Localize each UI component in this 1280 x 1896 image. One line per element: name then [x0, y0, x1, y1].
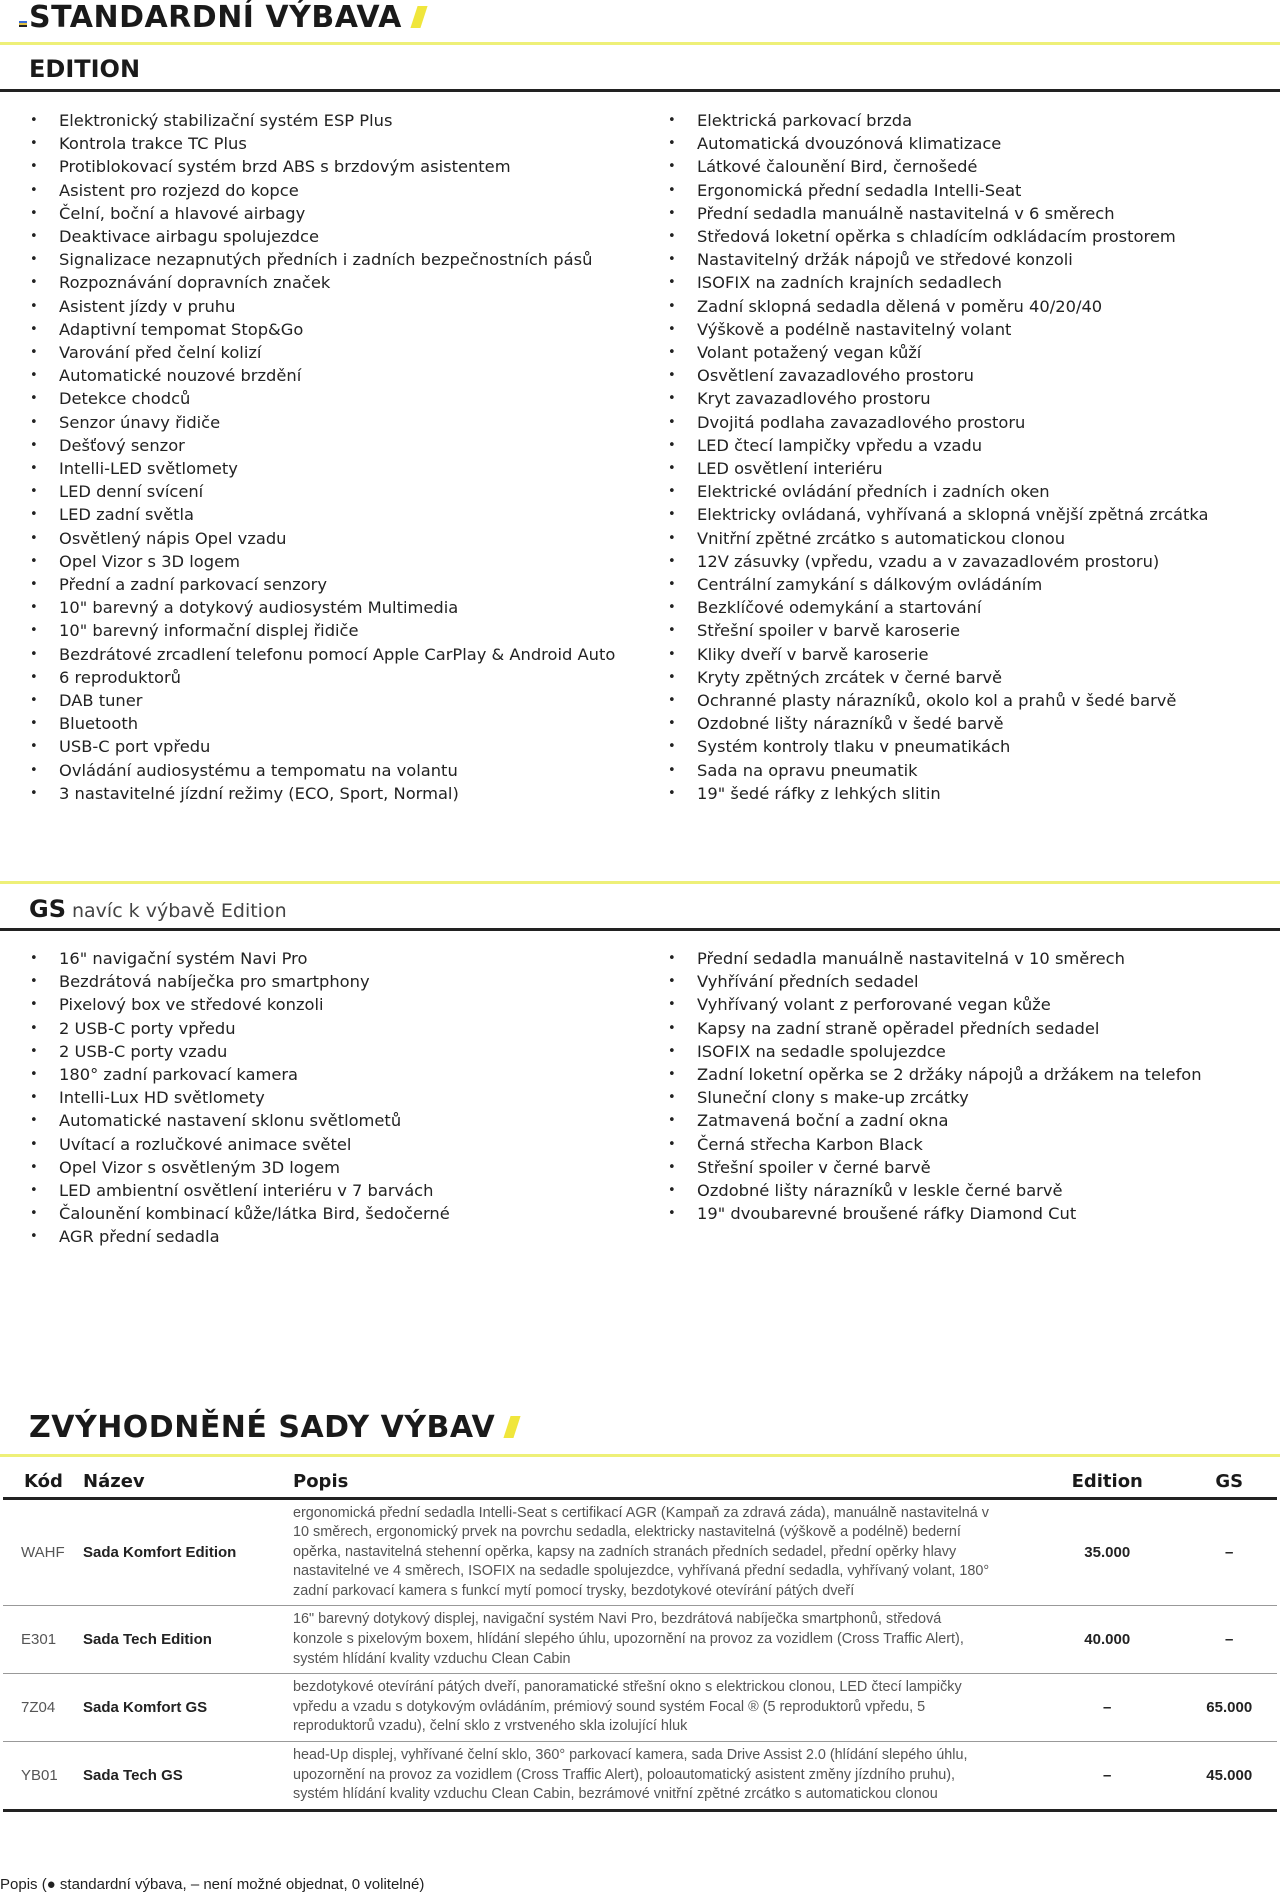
list-item: • Ochranné plasty nárazníků, okolo kol a prahů v šedé barvě — [668, 689, 1258, 712]
list-item: • Ergonomická přední sedadla Intelli-Seat — [668, 179, 1258, 202]
list-item: • Čalounění kombinací kůže/látka Bird, šedočerné — [30, 1202, 620, 1225]
list-item: • Dvojitá podlaha zavazadlového prostoru — [668, 411, 1258, 434]
list-item: • Nastavitelný držák nápojů ve středové konzoli — [668, 248, 1258, 271]
col-desc: Popis — [293, 1466, 1033, 1498]
name-cell: Sada Tech Edition — [83, 1606, 293, 1674]
list-item: • Bezdrátové zrcadlení telefonu pomocí Apple CarPlay & Android Auto — [30, 643, 620, 666]
list-item: • Opel Vizor s 3D logem — [30, 550, 620, 573]
edition-cell: 40.000 — [1033, 1606, 1181, 1674]
section-title-standard — [29, 0, 424, 35]
desc-cell: bezdotykové otevírání pátých dveří, panoramatické střešní okno s elektrickou clonou, LED čtecí lampičky vpředu a vzadu s dotykovým ovládáním, prémiový sound systém Focal ® (5 reproduktorů vpředu, 5 reproduktorů vzadu), čelní sklo z vrstveného skla izolující hluk — [293, 1674, 1033, 1742]
list-item: • Detekce chodců — [30, 387, 620, 410]
code-cell: 7Z04 — [3, 1674, 83, 1742]
table-row — [3, 1742, 1277, 1811]
yellow-divider — [0, 42, 1280, 45]
edition-cell: – — [1033, 1674, 1181, 1742]
list-item: • LED zadní světla — [30, 503, 620, 526]
edition-heading: EDITION — [29, 55, 141, 83]
edition-cell: 35.000 — [1033, 1498, 1181, 1606]
list-item: • Bezdrátová nabíječka pro smartphony — [30, 970, 620, 993]
gs-subheading: navíc k výbavě Edition — [71, 900, 287, 922]
list-item: • 2 USB-C porty vpředu — [30, 1017, 620, 1040]
list-item: • 6 reproduktorů — [30, 666, 620, 689]
table-row — [3, 1498, 1277, 1606]
list-item: • Ozdobné lišty nárazníků v leskle černé barvě — [668, 1179, 1258, 1202]
yellow-divider — [0, 881, 1280, 884]
desc-cell: head-Up displej, vyhřívané čelní sklo, 360° parkovací kamera, sada Drive Assist 2.0 (hlídání slepého úhlu, upozornění na provoz za vozidlem (Cross Traffic Alert), poloautomatický asistent změny jízdního pruhu), systém hlídání kvality vzduchu Clean Cabin, bezrámové vnitřní zpětné zrcátko s automatickou clonou — [293, 1742, 1033, 1811]
list-item: • Intelli-LED světlomety — [30, 457, 620, 480]
list-item: • Automatická dvouzónová klimatizace — [668, 132, 1258, 155]
gs-cell: – — [1181, 1498, 1277, 1606]
list-item: • Volant potažený vegan kůží — [668, 341, 1258, 364]
list-item: • Sada na opravu pneumatik — [668, 759, 1258, 782]
list-item: • 19" dvoubarevné broušené ráfky Diamond Cut — [668, 1202, 1258, 1225]
list-item: • Přední sedadla manuálně nastavitelná v 10 směrech — [668, 947, 1258, 970]
legend-note: Popis (● standardní výbava, – není možné objednat, 0 volitelné) — [0, 1876, 425, 1893]
list-item: • Pixelový box ve středové konzoli — [30, 993, 620, 1016]
list-item: • Přední a zadní parkovací senzory — [30, 573, 620, 596]
list-item: • Kontrola trakce TC Plus — [30, 132, 620, 155]
table-header-row — [3, 1466, 1277, 1498]
list-item: • Opel Vizor s osvětleným 3D logem — [30, 1156, 620, 1179]
name-cell: Sada Komfort Edition — [83, 1498, 293, 1606]
list-item: • LED denní svícení — [30, 480, 620, 503]
color-marker — [19, 21, 27, 27]
gs-cell: – — [1181, 1606, 1277, 1674]
list-item: • Vyhřívaný volant z perforované vegan kůže — [668, 993, 1258, 1016]
list-item: • Rozpoznávání dopravních značek — [30, 271, 620, 294]
list-item: • Kryt zavazadlového prostoru — [668, 387, 1258, 410]
list-item: • USB-C port vpředu — [30, 735, 620, 758]
gs-cell: 45.000 — [1181, 1742, 1277, 1811]
yellow-divider — [0, 1454, 1280, 1457]
gs-cell: 65.000 — [1181, 1674, 1277, 1742]
list-item: • Vnitřní zpětné zrcátko s automatickou clonou — [668, 527, 1258, 550]
desc-cell: ergonomická přední sedadla Intelli-Seat s certifikací AGR (Kampaň za zdravá záda), manuálně nastavitelná v 10 směrech, ergonomický prvek na povrchu sedadla, elektricky nastavitelná (výškově a podélně) bederní opěrka, nastavitelná stehenní opěrka, kapsy na zadních stranách předních sedadel, přední opěrky hlavy nastavitelné ve 4 směrech, ISOFIX na sedadle spolujezdce, vyhřívaná přední sedadla, vyhřívaný volant, 180° zadní parkovací kamera s funkcí mytí pomocí trysky, bezdotykové otevírání pátých dveří — [293, 1498, 1033, 1606]
list-item: • Varování před čelní kolizí — [30, 341, 620, 364]
list-item: • Kliky dveří v barvě karoserie — [668, 643, 1258, 666]
black-divider — [0, 89, 1280, 92]
list-item: • Kapsy na zadní straně opěradel předních sedadel — [668, 1017, 1258, 1040]
list-item: • Přední sedadla manuálně nastavitelná v 6 směrech — [668, 202, 1258, 225]
list-item: • Adaptivní tempomat Stop&Go — [30, 318, 620, 341]
list-item: • Deaktivace airbagu spolujezdce — [30, 225, 620, 248]
list-item: • Automatické nouzové brzdění — [30, 364, 620, 387]
list-item: • Látkové čalounění Bird, černošedé — [668, 155, 1258, 178]
packages-table — [3, 1466, 1277, 1812]
col-name: Název — [83, 1466, 293, 1498]
list-item: • Výškově a podélně nastavitelný volant — [668, 318, 1258, 341]
list-item: • 12V zásuvky (vpředu, vzadu a v zavazadlovém prostoru) — [668, 550, 1258, 573]
list-item: • 19" šedé ráfky z lehkých slitin — [668, 782, 1258, 805]
list-item: • Elektrické ovládání předních i zadních oken — [668, 480, 1258, 503]
edition-list-left — [30, 109, 620, 805]
list-item: • Automatické nastavení sklonu světlometů — [30, 1109, 620, 1132]
table-row — [3, 1674, 1277, 1742]
list-item: • Asistent jízdy v pruhu — [30, 295, 620, 318]
gs-heading-text: GS — [29, 895, 66, 923]
list-item: • Signalizace nezapnutých předních i zadních bezpečnostních pásů — [30, 248, 620, 271]
list-item: • 2 USB-C porty vzadu — [30, 1040, 620, 1063]
black-divider — [0, 928, 1280, 931]
list-item: • DAB tuner — [30, 689, 620, 712]
list-item: • Osvětlený nápis Opel vzadu — [30, 527, 620, 550]
col-edition: Edition — [1033, 1466, 1181, 1498]
list-item: • Osvětlení zavazadlového prostoru — [668, 364, 1258, 387]
list-item: • 10" barevný a dotykový audiosystém Multimedia — [30, 596, 620, 619]
edition-cell: – — [1033, 1742, 1181, 1811]
list-item: • Elektrická parkovací brzda — [668, 109, 1258, 132]
list-item: • 180° zadní parkovací kamera — [30, 1063, 620, 1086]
list-item: • Zadní loketní opěrka se 2 držáky nápojů a držákem na telefon — [668, 1063, 1258, 1086]
list-item: • Středová loketní opěrka s chladícím odkládacím prostorem — [668, 225, 1258, 248]
list-item: • Ozdobné lišty nárazníků v šedé barvě — [668, 712, 1258, 735]
list-item: • Střešní spoiler v černé barvě — [668, 1156, 1258, 1179]
col-gs: GS — [1181, 1466, 1277, 1498]
list-item: • Střešní spoiler v barvě karoserie — [668, 619, 1258, 642]
section-title-packages — [29, 1410, 517, 1445]
list-item: • Protiblokovací systém brzd ABS s brzdovým asistentem — [30, 155, 620, 178]
table-row — [3, 1606, 1277, 1674]
list-item: • Uvítací a rozlučkové animace světel — [30, 1133, 620, 1156]
list-item: • Elektronický stabilizační systém ESP Plus — [30, 109, 620, 132]
list-item: • Senzor únavy řidiče — [30, 411, 620, 434]
list-item: • Zatmavená boční a zadní okna — [668, 1109, 1258, 1132]
list-item: • Bezklíčové odemykání a startování — [668, 596, 1258, 619]
list-item: • Dešťový senzor — [30, 434, 620, 457]
list-item: • LED ambientní osvětlení interiéru v 7 barvách — [30, 1179, 620, 1202]
list-item: • Čelní, boční a hlavové airbagy — [30, 202, 620, 225]
list-item: • Ovládání audiosystému a tempomatu na volantu — [30, 759, 620, 782]
list-item: • 3 nastavitelné jízdní režimy (ECO, Sport, Normal) — [30, 782, 620, 805]
slash-accent-icon — [504, 1416, 521, 1438]
list-item: • Vyhřívání předních sedadel — [668, 970, 1258, 993]
list-item: • LED osvětlení interiéru — [668, 457, 1258, 480]
list-item: • 16" navigační systém Navi Pro — [30, 947, 620, 970]
list-item: • Systém kontroly tlaku v pneumatikách — [668, 735, 1258, 758]
list-item: • LED čtecí lampičky vpředu a vzadu — [668, 434, 1258, 457]
code-cell: YB01 — [3, 1742, 83, 1811]
list-item: • Kryty zpětných zrcátek v černé barvě — [668, 666, 1258, 689]
code-cell: WAHF — [3, 1498, 83, 1606]
col-code: Kód — [3, 1466, 83, 1498]
code-cell: E301 — [3, 1606, 83, 1674]
list-item: • Intelli-Lux HD světlomety — [30, 1086, 620, 1109]
gs-heading — [29, 895, 287, 923]
list-item: • AGR přední sedadla — [30, 1225, 620, 1248]
title-text: STANDARDNÍ VÝBAVA — [29, 0, 402, 35]
list-item: • Centrální zamykání s dálkovým ovládáním — [668, 573, 1258, 596]
list-item: • ISOFIX na zadních krajních sedadlech — [668, 271, 1258, 294]
edition-list-right — [668, 109, 1258, 805]
gs-list-left — [30, 947, 620, 1249]
list-item: • Bluetooth — [30, 712, 620, 735]
title-text: ZVÝHODNĚNÉ SADY VÝBAV — [29, 1410, 496, 1445]
gs-list-right — [668, 947, 1258, 1225]
list-item: • Elektricky ovládaná, vyhřívaná a sklopná vnější zpětná zrcátka — [668, 503, 1258, 526]
name-cell: Sada Tech GS — [83, 1742, 293, 1811]
list-item: • Zadní sklopná sedadla dělená v poměru 40/20/40 — [668, 295, 1258, 318]
slash-accent-icon — [410, 6, 427, 28]
name-cell: Sada Komfort GS — [83, 1674, 293, 1742]
list-item: • Sluneční clony s make-up zrcátky — [668, 1086, 1258, 1109]
list-item: • Černá střecha Karbon Black — [668, 1133, 1258, 1156]
list-item: • 10" barevný informační displej řidiče — [30, 619, 620, 642]
list-item: • ISOFIX na sedadle spolujezdce — [668, 1040, 1258, 1063]
list-item: • Asistent pro rozjezd do kopce — [30, 179, 620, 202]
desc-cell: 16" barevný dotykový displej, navigační systém Navi Pro, bezdrátová nabíječka smartphonů, středová konzole s pixelovým boxem, hlídání slepého úhlu, upozornění na provoz za vozidlem (Cross Traffic Alert), systém hlídání kvality vzduchu Clean Cabin — [293, 1606, 1033, 1674]
